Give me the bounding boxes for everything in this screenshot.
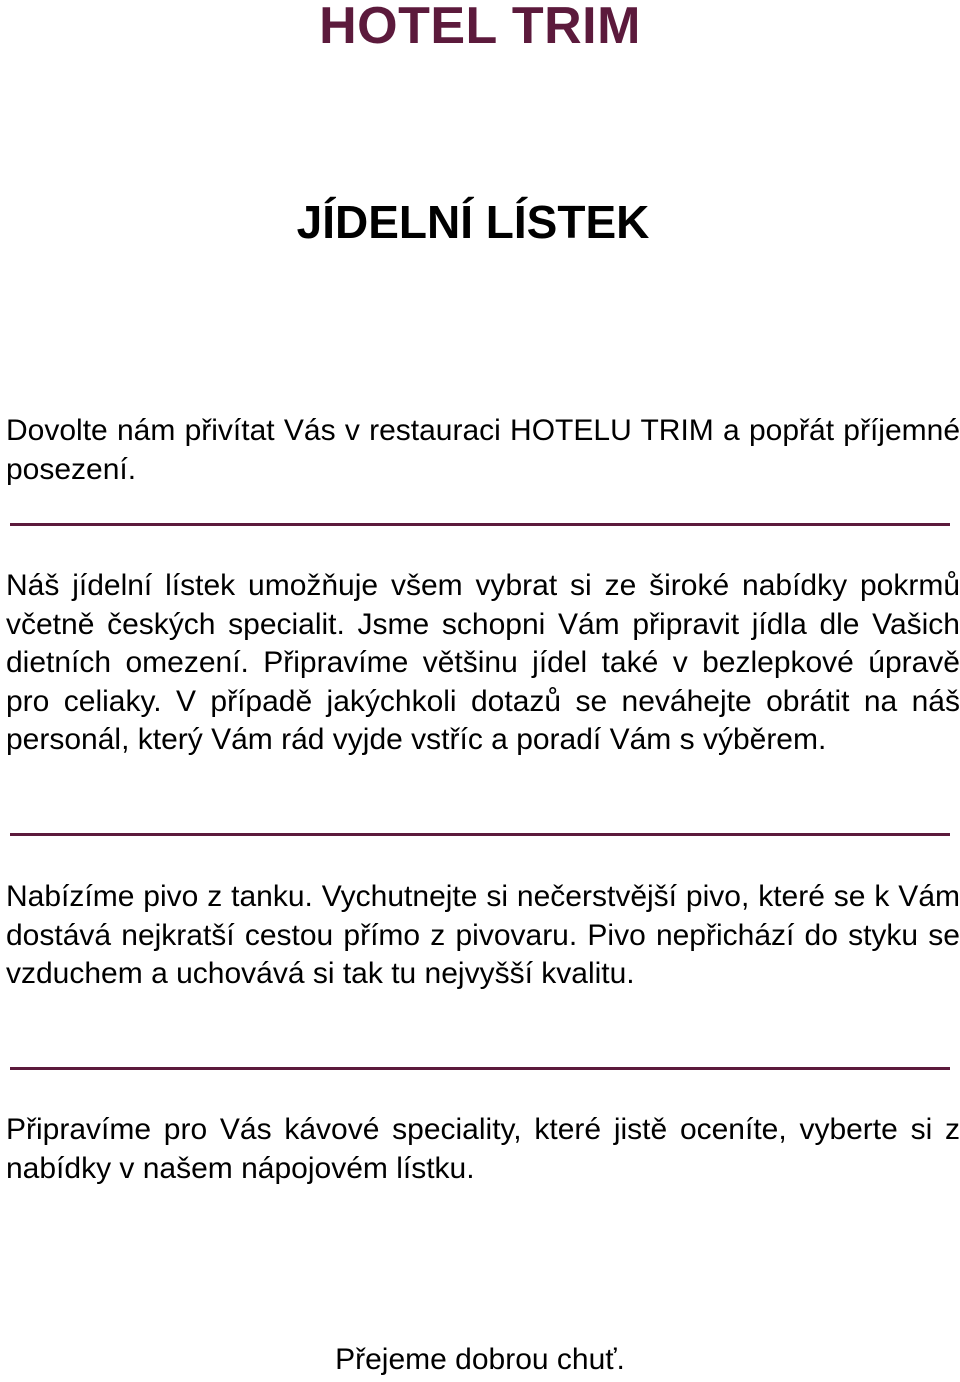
- divider: [10, 1067, 950, 1070]
- menu-info-paragraph: Náš jídelní lístek umožňuje všem vybrat si ze široké nabídky pokrmů včetně českých specialit. Jsme schopni Vám připravit jídla dle Vašich dietních omezení. Připravíme většinu jídel také v bezlepkové úpravě pro celiaky. V případě jakýchkoli dotazů se neváhejte obrátit na náš personál, který Vám rád vyjde vstříc a poradí Vám s výběrem.: [6, 569, 960, 756]
- menu-title: JÍDELNÍ LÍSTEK: [296, 196, 650, 248]
- divider: [10, 833, 950, 836]
- beer-paragraph: Nabízíme pivo z tanku. Vychutnejte si nečerstvější pivo, které se k Vám dostává nejkratší cestou přímo z pivovaru. Pivo nepřichází do styku se vzduchem a uchovává si tak tu nejvyšší kvalitu.: [6, 880, 960, 990]
- hotel-title: HOTEL TRIM: [319, 0, 641, 55]
- closing-greeting: Přejeme dobrou chuť.: [335, 1343, 625, 1376]
- coffee-paragraph: Připravíme pro Vás kávové speciality, které jistě oceníte, vyberte si z nabídky v našem nápojovém lístku.: [6, 1113, 960, 1185]
- divider: [10, 523, 950, 526]
- welcome-paragraph: Dovolte nám přivítat Vás v restauraci HOTELU TRIM a popřát příjemné posezení.: [6, 414, 960, 486]
